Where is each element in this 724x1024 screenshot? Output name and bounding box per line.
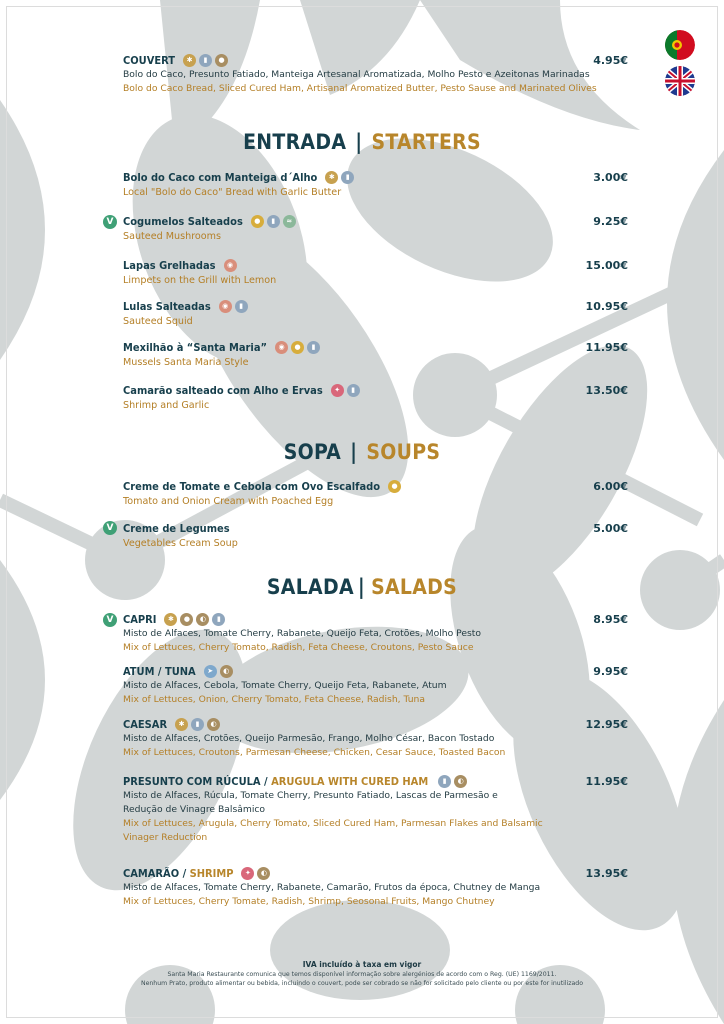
item-name: Bolo do Caco com Manteiga d´Alho [123,170,318,184]
item-price: 13.50€ [585,383,628,397]
item-name: Lulas Salteadas [123,299,211,313]
item-price: 15.00€ [585,258,628,272]
item-description-en: Vinager Reduction [123,832,208,843]
item-description-en: Limpets on the Grill with Lemon [123,275,277,286]
item-name: Creme de Legumes [123,521,230,535]
menu-item [123,478,628,509]
language-selector [665,30,697,102]
mustard-allergen-icon: ◐ [207,718,220,731]
item-description-pt: Bolo do Caco, Presunto Fatiado, Manteiga Artesanal Aromatizada, Molho Pesto e Azeitonas Marinadas [123,69,590,80]
item-price: 10.95€ [585,299,628,313]
section-title-salads: SALADA | SALADS [266,575,458,599]
item-price: 9.95€ [593,664,628,678]
milk-allergen-icon: ▮ [341,171,354,184]
item-description-en: Mix of Lettuces, Cherry Tomate, Radish, Shrimp, Seosonal Fruits, Mango Chutney [123,896,495,907]
menu-item [123,382,628,413]
milk-allergen-icon: ▮ [307,341,320,354]
menu-item [123,298,628,329]
portugal-flag-icon[interactable] [665,30,695,60]
item-description-pt: Misto de Alfaces, Cebola, Tomate Cherry, Queijo Feta, Rabanete, Atum [123,680,447,691]
gluten-allergen-icon: ✱ [164,613,177,626]
gluten-allergen-icon: ✱ [175,718,188,731]
crustacean-allergen-icon: ✦ [331,384,344,397]
egg-allergen-icon: ● [291,341,304,354]
vegetarian-icon: V [103,215,117,229]
menu-item [123,716,628,760]
mollusc-allergen-icon: ◉ [275,341,288,354]
item-description-en: Tomato and Onion Cream with Poached Egg [123,496,334,507]
gluten-allergen-icon: ✱ [325,171,338,184]
item-price: 8.95€ [593,612,628,626]
nuts-allergen-icon: ● [180,613,193,626]
item-description-en: Mix of Lettuces, Arugula, Cherry Tomato, Sliced Cured Ham, Parmesan Flakes and Balsamic [123,818,543,829]
milk-allergen-icon: ▮ [347,384,360,397]
item-name: Mexilhão à “Santa Maria” [123,340,267,354]
item-name: Lapas Grelhadas [123,258,216,272]
item-name: CAMARÃO / SHRIMP [123,866,234,880]
item-price: 5.00€ [593,521,628,535]
item-description-en: Bolo do Caco Bread, Sliced Cured Ham, Artisanal Aromatized Butter, Pesto Sause and Marinated Olives [123,83,597,94]
menu-item [123,169,628,200]
menu-item [123,213,628,244]
milk-allergen-icon: ▮ [212,613,225,626]
section-title-starters: ENTRADA | STARTERS [243,130,481,154]
section-title-soups: SOPA | SOUPS [283,440,441,464]
menu-item [123,339,628,370]
mollusc-allergen-icon: ◉ [224,259,237,272]
item-description-en: Mix of Lettuces, Croutons, Parmesan Cheese, Chicken, Cesar Sauce, Toasted Bacon [123,747,506,758]
mustard-allergen-icon: ◐ [257,867,270,880]
milk-allergen-icon: ▮ [235,300,248,313]
item-price: 12.95€ [585,717,628,731]
milk-allergen-icon: ▮ [199,54,212,67]
item-description-en: Mix of Lettuces, Cherry Tomato, Radish, Feta Cheese, Croutons, Pesto Sauce [123,642,474,653]
item-name: ATUM / TUNA [123,664,196,678]
menu-item-couvert [123,52,628,96]
item-price: 6.00€ [593,479,628,493]
item-price: 3.00€ [593,170,628,184]
item-description-en: Shrimp and Garlic [123,400,210,411]
item-description-en: Sauteed Mushrooms [123,231,222,242]
item-price: 13.95€ [585,866,628,880]
uk-flag-icon[interactable] [665,66,695,96]
footer-notice [0,959,724,988]
item-description-en: Sauteed Squid [123,316,193,327]
item-description-en: Mix of Lettuces, Onion, Cherry Tomato, Feta Cheese, Radish, Tuna [123,694,425,705]
item-name: Camarão salteado com Alho e Ervas [123,383,323,397]
gluten-allergen-icon: ✱ [183,54,196,67]
mustard-allergen-icon: ◐ [196,613,209,626]
item-name: PRESUNTO COM RÚCULA / ARUGULA WITH CURED HAM [123,774,429,788]
menu-item [123,611,628,655]
item-description-pt: Misto de Alfaces, Rúcula, Tomate Cherry, Presunto Fatiado, Lascas de Parmesão e [123,790,498,801]
item-description-pt: Misto de Alfaces, Crotões, Queijo Parmesão, Frango, Molho César, Bacon Tostado [123,733,495,744]
menu-item [123,257,628,288]
vat-notice: IVA incluído à taxa em vigor [302,960,422,969]
charge-notice: Nenhum Prato, produto alimentar ou bebida, incluindo o couvert, pode ser cobrado se não for solicitado pelo cliente ou por este for inutilizado [140,980,584,987]
vegetarian-icon: V [103,613,117,627]
item-price: 4.95€ [593,53,628,67]
item-price: 11.95€ [585,774,628,788]
milk-allergen-icon: ▮ [191,718,204,731]
item-description-en: Local "Bolo do Caco" Bread with Garlic Butter [123,187,342,198]
egg-allergen-icon: ● [251,215,264,228]
crustacean-allergen-icon: ✦ [241,867,254,880]
milk-allergen-icon: ▮ [438,775,451,788]
mollusc-allergen-icon: ◉ [219,300,232,313]
allergen-notice: Santa Maria Restaurante comunica que temos disponível informação sobre alergénios de acordo com o Reg. (UE) 1169/2011. [167,971,557,978]
egg-allergen-icon: ● [388,480,401,493]
item-description-pt: Redução de Vinagre Balsâmico [123,804,266,815]
menu-item [123,663,628,707]
mustard-allergen-icon: ◐ [220,665,233,678]
item-name: COUVERT [123,53,176,67]
menu-item [123,773,628,845]
item-name: CAESAR [123,717,168,731]
milk-allergen-icon: ▮ [267,215,280,228]
item-price: 11.95€ [585,340,628,354]
mustard-allergen-icon: ◐ [454,775,467,788]
item-name: Cogumelos Salteados [123,214,243,228]
item-description-en: Vegetables Cream Soup [123,538,238,549]
item-description-en: Mussels Santa Maria Style [123,357,249,368]
item-description-pt: Misto de Alfaces, Tomate Cherry, Rabanete, Camarão, Frutos da época, Chutney de Manga [123,882,541,893]
menu-item [123,865,628,909]
menu-item [123,520,628,551]
item-name: CAPRI [123,612,157,626]
nuts-allergen-icon: ● [215,54,228,67]
item-price: 9.25€ [593,214,628,228]
item-name: Creme de Tomate e Cebola com Ovo Escalfado [123,479,381,493]
item-description-pt: Misto de Alfaces, Tomate Cherry, Rabanete, Queijo Feta, Crotões, Molho Pesto [123,628,481,639]
celery-allergen-icon: ≈ [283,215,296,228]
vegetarian-icon: V [103,521,117,535]
fish-allergen-icon: ➤ [204,665,217,678]
